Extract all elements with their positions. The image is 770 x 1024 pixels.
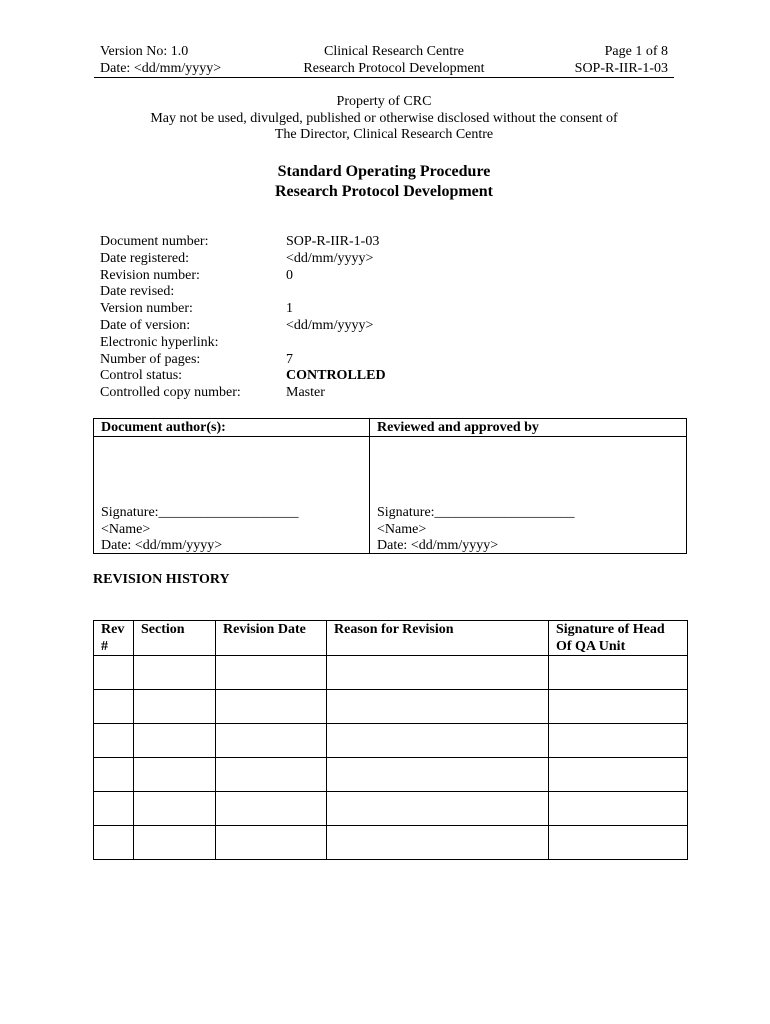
table-cell <box>134 690 216 724</box>
metadata-label: Controlled copy number: <box>100 385 241 401</box>
author-date: Date: <dd/mm/yyyy> <box>101 538 223 553</box>
metadata-row-revision-number <box>100 268 500 285</box>
metadata-value: 7 <box>286 351 293 367</box>
table-cell <box>549 724 688 758</box>
metadata-label: Control status: <box>100 368 183 384</box>
approval-header: Reviewed and approved by <box>377 420 539 435</box>
table-cell <box>134 656 216 690</box>
author-signature-block <box>101 505 299 555</box>
metadata-row-controlled-copy-number <box>100 385 500 402</box>
table-cell <box>549 792 688 826</box>
header-left <box>100 43 221 77</box>
table-cell <box>216 656 327 690</box>
table-cell <box>549 656 688 690</box>
author-name: <Name> <box>101 521 151 537</box>
authors-header: Document author(s): <box>101 420 226 435</box>
reason-header: Reason for Revision <box>327 621 549 656</box>
metadata-value: 0 <box>286 267 293 283</box>
table-row <box>94 656 688 690</box>
table-cell <box>216 724 327 758</box>
section-header: Section <box>134 621 216 656</box>
metadata-label: Revision number: <box>100 267 200 283</box>
table-cell <box>134 792 216 826</box>
table-cell <box>94 724 134 758</box>
table-cell <box>549 826 688 860</box>
header-document-subject: Research Protocol Development <box>303 61 485 76</box>
revision-date-header: Revision Date <box>216 621 327 656</box>
table-cell <box>216 792 327 826</box>
metadata-row-date-of-version <box>100 318 500 335</box>
author-signature-line: Signature:____________________ <box>101 505 299 520</box>
header-right <box>575 43 668 77</box>
document-metadata <box>100 234 500 402</box>
metadata-row-version-number <box>100 301 500 318</box>
table-cell <box>94 690 134 724</box>
approver-date: Date: <dd/mm/yyyy> <box>377 538 499 553</box>
header-center <box>294 43 494 77</box>
header-document-code: SOP-R-IIR-1-03 <box>574 61 668 76</box>
table-row <box>94 826 688 860</box>
table-cell <box>216 690 327 724</box>
table-row <box>94 690 688 724</box>
qa-signature-header: Signature of Head Of QA Unit <box>549 621 688 656</box>
property-line-2: May not be used, divulged, published or otherwise disclosed without the consent of <box>150 110 618 126</box>
table-cell <box>94 656 134 690</box>
version-number-text: Version No: 1.0 <box>100 44 189 59</box>
page-number-text: Page 1 of 8 <box>604 44 668 59</box>
metadata-label: Document number: <box>100 234 209 249</box>
authors-approval-table <box>93 418 687 554</box>
table-cell <box>216 758 327 792</box>
table-cell <box>94 792 134 826</box>
table-cell <box>216 826 327 860</box>
document-title <box>94 162 674 201</box>
metadata-label: Date registered: <box>100 250 190 266</box>
property-line-1: Property of CRC <box>336 94 432 109</box>
property-line-3: The Director, Clinical Research Centre <box>274 127 494 142</box>
table-row <box>94 792 688 826</box>
table-cell <box>549 758 688 792</box>
metadata-row-control-status <box>100 368 500 385</box>
metadata-row-document-number <box>100 234 500 251</box>
metadata-label: Electronic hyperlink: <box>100 334 219 350</box>
approver-signature-block <box>377 505 575 555</box>
metadata-value: <dd/mm/yyyy> <box>286 317 374 333</box>
table-cell <box>327 758 549 792</box>
table-divider <box>369 419 370 553</box>
metadata-value: Master <box>286 385 325 401</box>
table-cell <box>327 656 549 690</box>
table-cell <box>327 792 549 826</box>
table-row <box>94 724 688 758</box>
metadata-label: Date of version: <box>100 317 191 333</box>
rev-number-header: Rev # <box>94 621 134 656</box>
metadata-label: Number of pages: <box>100 351 201 367</box>
table-row <box>94 758 688 792</box>
table-cell <box>134 724 216 758</box>
metadata-label: Date revised: <box>100 284 175 300</box>
property-notice <box>94 94 674 144</box>
table-cell <box>94 826 134 860</box>
metadata-row-date-registered <box>100 251 500 268</box>
metadata-row-number-of-pages <box>100 352 500 369</box>
revision-history-table <box>93 620 688 860</box>
table-cell <box>327 826 549 860</box>
approver-name: <Name> <box>377 521 427 537</box>
table-cell <box>549 690 688 724</box>
revision-rows <box>94 656 688 860</box>
metadata-row-electronic-hyperlink <box>100 335 500 352</box>
table-cell <box>327 724 549 758</box>
organization-name: Clinical Research Centre <box>324 44 464 59</box>
metadata-label: Version number: <box>100 301 193 317</box>
metadata-value: 1 <box>286 301 293 317</box>
table-cell <box>134 758 216 792</box>
table-cell <box>94 758 134 792</box>
metadata-value: SOP-R-IIR-1-03 <box>286 234 380 249</box>
table-cell <box>327 690 549 724</box>
header-date-text: Date: <dd/mm/yyyy> <box>100 61 222 76</box>
table-cell <box>134 826 216 860</box>
document-title-line-1: Standard Operating Procedure <box>277 163 491 180</box>
approver-signature-line: Signature:____________________ <box>377 505 575 520</box>
revision-header-row <box>94 621 688 656</box>
metadata-value: <dd/mm/yyyy> <box>286 250 374 266</box>
revision-history-title: REVISION HISTORY <box>93 572 230 587</box>
page-header <box>94 43 674 78</box>
control-status-value: CONTROLLED <box>286 368 386 384</box>
document-title-line-2: Research Protocol Development <box>274 182 493 200</box>
metadata-row-date-revised <box>100 284 500 301</box>
table-divider <box>94 436 686 437</box>
